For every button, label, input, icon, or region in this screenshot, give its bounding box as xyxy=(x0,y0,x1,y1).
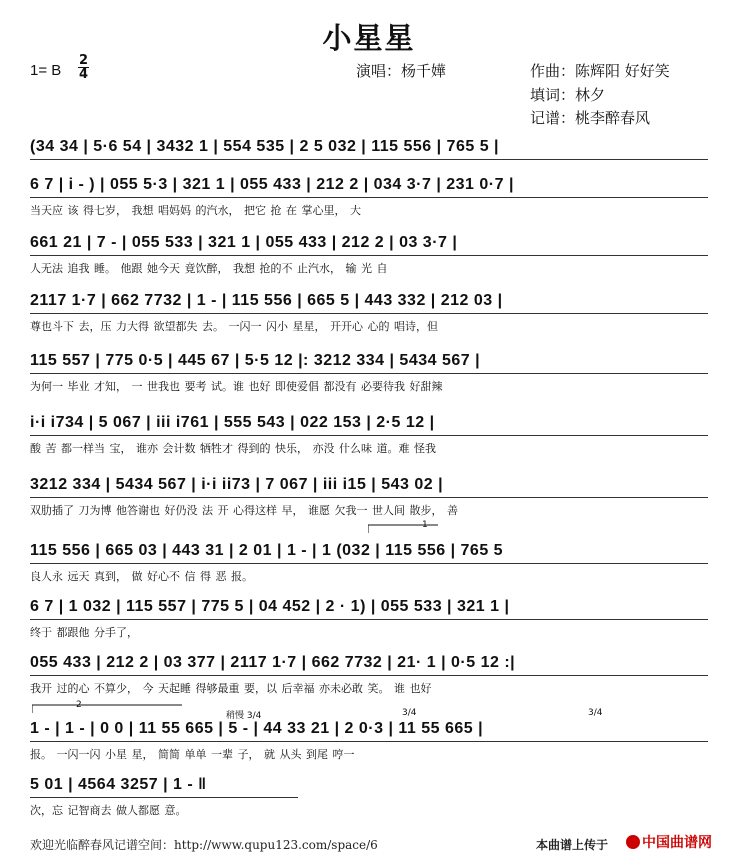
underline xyxy=(30,197,708,200)
lyrics-line: 良人永 远天 真到， 做 好心不 信 得 恶 报。 xyxy=(30,570,253,583)
score-notes: 6 7 | i - ) | 055 5·3 | 321 1 | 055 433 | 212 2 | 034 3·7 | 231 0·7 | xyxy=(30,176,514,193)
underline xyxy=(30,741,708,744)
composer: 作曲：陈辉阳 好好笑 xyxy=(530,62,670,80)
score-notes: (34 34 | 5·6 54 | 3432 1 | 554 535 | 2 5 032 | 115 556 | 765 5 | xyxy=(30,138,500,155)
lyrics-line: 当天应 该 得七岁， 我想 唱妈妈 的汽水， 把它 抢 在 掌心里， 大 xyxy=(30,204,361,217)
time-bottom: 4 xyxy=(78,67,89,82)
underline xyxy=(30,563,708,566)
score-notes: 5 01 | 4564 3257 | 1 - ‖ xyxy=(30,776,207,793)
lyrics-line: 终于 都跟他 分手了， xyxy=(30,626,138,639)
underline xyxy=(30,373,708,376)
volta-2-label: 2 xyxy=(76,700,82,710)
underline xyxy=(30,255,708,258)
score-notes: 115 557 | 775 0·5 | 445 67 | 5·5 12 |: 3212 334 | 5434 567 | xyxy=(30,352,481,369)
lyrics-line: 为何一 毕业 才知， 一 世我也 要考 试。谁 也好 即使爱倡 都没有 必要待我 好甜辣 xyxy=(30,380,443,393)
lyrics-line: 双肋插了 刀为博 他答谢也 好仍没 法 开 心得这样 早， 谁愿 欠我一 世人间 散步， 善 xyxy=(30,504,458,517)
footer-upload-note: 本曲谱上传于 xyxy=(536,838,609,852)
footer-credit: 欢迎光临醉春风记谱空间：http://www.qupu123.com/space/6 xyxy=(30,838,378,852)
key-signature: 1= B xyxy=(30,62,62,79)
underline xyxy=(30,619,708,622)
lyrics-line: 尊也斗下 去，压 力大得 欲望都失 去。 一闪一 闪小 星星， 开开心 心的 唱诗，但 xyxy=(30,320,438,333)
time-signature xyxy=(78,54,89,81)
tempo-mark: 稍慢 3/4 xyxy=(226,711,262,721)
lyrics-line: 我开 过的心 不算少， 今 天起睡 得够最重 要，以 后幸福 亦未必敢 笑。 谁 也好 xyxy=(30,682,432,695)
notation-credit: 记谱：桃李醉春风 xyxy=(530,109,651,127)
score-notes: 115 556 | 665 03 | 443 31 | 2 01 | 1 - | 1 (032 | 115 556 | 765 5 xyxy=(30,542,504,559)
site-logo xyxy=(626,832,712,852)
singer: 演唱：杨千嬅 xyxy=(356,62,447,80)
score-notes: 1 - | 1 - | 0 0 | 11 55 665 | 5 - | 44 33 21 | 2 0·3 | 11 55 665 | xyxy=(30,720,484,737)
time-top: 2 xyxy=(78,53,89,68)
underline xyxy=(30,159,708,162)
underline xyxy=(30,313,708,316)
lyricist: 填词：林夕 xyxy=(530,86,606,104)
logo-icon xyxy=(626,835,640,849)
score-notes: 3212 334 | 5434 567 | i·i ii73 | 7 067 | iii i15 | 543 02 | xyxy=(30,476,444,493)
underline xyxy=(30,435,708,438)
lyrics-line: 酸 苦 都一样当 宝， 谁亦 会计数 牺牲才 得到的 快乐， 亦没 什么味 道。难 怪我 xyxy=(30,442,436,455)
lyrics-line: 人无法 追我 睡。 他跟 她今天 竟饮醉， 我想 抢的不 止汽水， 输 光 自 xyxy=(30,262,388,275)
score-notes: 6 7 | 1 032 | 115 557 | 775 5 | 04 452 | 2 · 1) | 055 533 | 321 1 | xyxy=(30,598,510,615)
score-notes: i·i i734 | 5 067 | iii i761 | 555 543 | 022 153 | 2·5 12 | xyxy=(30,414,435,431)
underline xyxy=(30,675,708,678)
lyrics-line: 次，忘 记智商去 做人都愿 意。 xyxy=(30,804,187,817)
time-change-mark: 3/4 xyxy=(402,708,417,718)
underline xyxy=(30,497,708,500)
page-title: 小星星 xyxy=(322,21,416,55)
lyrics-line: 报。 一闪一闪 小星 星， 简简 单单 一辈 子， 就 从头 到尾 哼一 xyxy=(30,748,355,761)
volta-bracket-2 xyxy=(32,702,182,714)
score-notes: 661 21 | 7 - | 055 533 | 321 1 | 055 433 | 212 2 | 03 3·7 | xyxy=(30,234,458,251)
time-change-mark: 3/4 xyxy=(588,708,603,718)
underline xyxy=(30,797,298,800)
score-notes: 055 433 | 212 2 | 03 377 | 2117 1·7 | 662 7732 | 21· 1 | 0·5 12 :| xyxy=(30,654,516,671)
logo-text: 中国曲谱网 xyxy=(642,834,712,850)
score-notes: 2117 1·7 | 662 7732 | 1 - | 115 556 | 665 5 | 443 332 | 212 03 | xyxy=(30,292,503,309)
volta-1-label: 1 xyxy=(422,520,428,530)
